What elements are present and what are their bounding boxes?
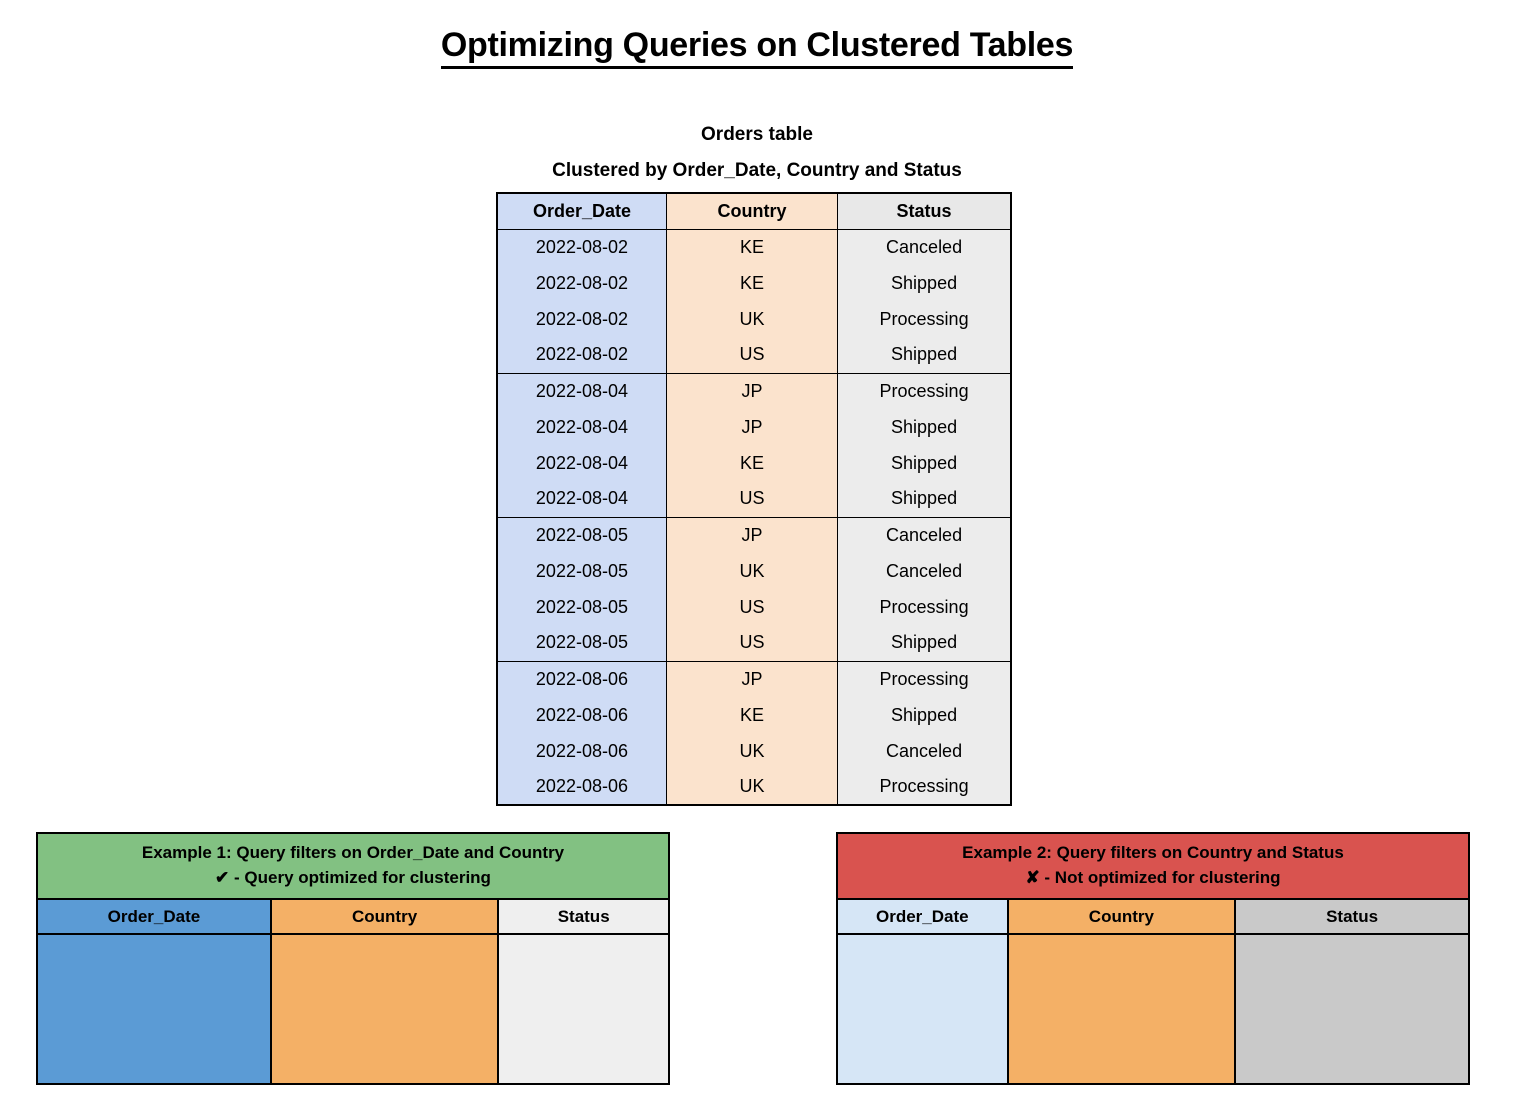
table-row bbox=[497, 337, 1011, 373]
table-row bbox=[497, 733, 1011, 769]
cell-country: US bbox=[666, 337, 837, 373]
cell-status: Processing bbox=[838, 769, 1011, 805]
example-1-table bbox=[36, 900, 670, 1085]
example-1-column-country: Country bbox=[271, 900, 499, 934]
example-1-cell-status bbox=[498, 934, 669, 1084]
cell-order-date: 2022-08-06 bbox=[497, 697, 666, 733]
cell-status: Shipped bbox=[838, 481, 1011, 517]
table-header-row bbox=[497, 193, 1011, 229]
example-1-column-status: Status bbox=[498, 900, 669, 934]
cell-country: UK bbox=[666, 301, 837, 337]
example-1-cell-order-date bbox=[37, 934, 271, 1084]
example-1-header-line1: Example 1: Query filters on Order_Date and Country bbox=[141, 843, 565, 862]
cell-status: Shipped bbox=[838, 697, 1011, 733]
table-row bbox=[497, 265, 1011, 301]
cell-status: Canceled bbox=[838, 733, 1011, 769]
table-row bbox=[497, 373, 1011, 409]
orders-table-caption: Orders table bbox=[701, 124, 813, 145]
example-1-panel bbox=[36, 832, 670, 1085]
orders-table-subcaption: Clustered by Order_Date, Country and Status bbox=[552, 160, 962, 181]
example-2-header-line1: Example 2: Query filters on Country and Status bbox=[962, 843, 1344, 862]
example-2-cell-order-date bbox=[837, 934, 1008, 1084]
cell-status: Processing bbox=[838, 373, 1011, 409]
cell-status: Shipped bbox=[838, 445, 1011, 481]
example-2-body-row bbox=[837, 934, 1469, 1084]
column-header-country: Country bbox=[666, 193, 837, 229]
cell-order-date: 2022-08-05 bbox=[497, 517, 666, 553]
cell-status: Processing bbox=[838, 301, 1011, 337]
cell-status: Shipped bbox=[838, 409, 1011, 445]
example-1-header bbox=[36, 832, 670, 900]
table-row bbox=[497, 301, 1011, 337]
cell-country: JP bbox=[666, 661, 837, 697]
orders-table bbox=[496, 192, 1012, 806]
example-1-body-row bbox=[37, 934, 669, 1084]
table-row bbox=[497, 769, 1011, 805]
cell-status: Shipped bbox=[838, 625, 1011, 661]
cell-order-date: 2022-08-04 bbox=[497, 373, 666, 409]
cell-order-date: 2022-08-04 bbox=[497, 481, 666, 517]
cell-country: US bbox=[666, 589, 837, 625]
cell-status: Canceled bbox=[838, 517, 1011, 553]
cell-country: JP bbox=[666, 517, 837, 553]
cell-order-date: 2022-08-04 bbox=[497, 409, 666, 445]
cell-status: Processing bbox=[838, 589, 1011, 625]
page-title-text: Optimizing Queries on Clustered Tables bbox=[441, 26, 1073, 69]
cell-order-date: 2022-08-05 bbox=[497, 625, 666, 661]
cell-country: JP bbox=[666, 373, 837, 409]
table-row bbox=[497, 445, 1011, 481]
cell-order-date: 2022-08-04 bbox=[497, 445, 666, 481]
cell-order-date: 2022-08-02 bbox=[497, 229, 666, 265]
example-2-header-row bbox=[837, 900, 1469, 934]
cell-order-date: 2022-08-02 bbox=[497, 301, 666, 337]
table-row bbox=[497, 697, 1011, 733]
table-row bbox=[497, 661, 1011, 697]
example-2-column-order-date: Order_Date bbox=[837, 900, 1008, 934]
example-1-column-order-date: Order_Date bbox=[37, 900, 271, 934]
example-1-cell-country bbox=[271, 934, 499, 1084]
example-2-header bbox=[836, 832, 1470, 900]
table-row bbox=[497, 589, 1011, 625]
column-header-order-date: Order_Date bbox=[497, 193, 666, 229]
example-2-cell-country bbox=[1008, 934, 1236, 1084]
example-2-cell-status bbox=[1235, 934, 1469, 1084]
example-1-header-line2: ✔ - Query optimized for clustering bbox=[215, 867, 491, 887]
cell-order-date: 2022-08-05 bbox=[497, 589, 666, 625]
cell-order-date: 2022-08-02 bbox=[497, 265, 666, 301]
cell-country: US bbox=[666, 625, 837, 661]
column-header-status: Status bbox=[838, 193, 1011, 229]
example-2-column-status: Status bbox=[1235, 900, 1469, 934]
example-2-table bbox=[836, 900, 1470, 1085]
cell-country: JP bbox=[666, 409, 837, 445]
table-row bbox=[497, 553, 1011, 589]
table-row bbox=[497, 517, 1011, 553]
cell-status: Shipped bbox=[838, 265, 1011, 301]
table-row bbox=[497, 625, 1011, 661]
table-row bbox=[497, 481, 1011, 517]
cell-status: Processing bbox=[838, 661, 1011, 697]
cell-country: KE bbox=[666, 445, 837, 481]
cell-order-date: 2022-08-06 bbox=[497, 733, 666, 769]
table-row bbox=[497, 229, 1011, 265]
example-1-header-row bbox=[37, 900, 669, 934]
cell-order-date: 2022-08-06 bbox=[497, 661, 666, 697]
cell-status: Canceled bbox=[838, 553, 1011, 589]
example-2-column-country: Country bbox=[1008, 900, 1236, 934]
cell-order-date: 2022-08-06 bbox=[497, 769, 666, 805]
cell-country: UK bbox=[666, 733, 837, 769]
table-row bbox=[497, 409, 1011, 445]
cell-country: UK bbox=[666, 553, 837, 589]
cell-order-date: 2022-08-02 bbox=[497, 337, 666, 373]
cell-country: KE bbox=[666, 229, 837, 265]
cell-status: Canceled bbox=[838, 229, 1011, 265]
cell-order-date: 2022-08-05 bbox=[497, 553, 666, 589]
cell-country: KE bbox=[666, 697, 837, 733]
example-2-header-line2: ✘ - Not optimized for clustering bbox=[1025, 867, 1281, 887]
page-title bbox=[0, 26, 1514, 65]
cell-country: KE bbox=[666, 265, 837, 301]
cell-country: UK bbox=[666, 769, 837, 805]
cell-country: US bbox=[666, 481, 837, 517]
example-2-panel bbox=[836, 832, 1470, 1085]
cell-status: Shipped bbox=[838, 337, 1011, 373]
